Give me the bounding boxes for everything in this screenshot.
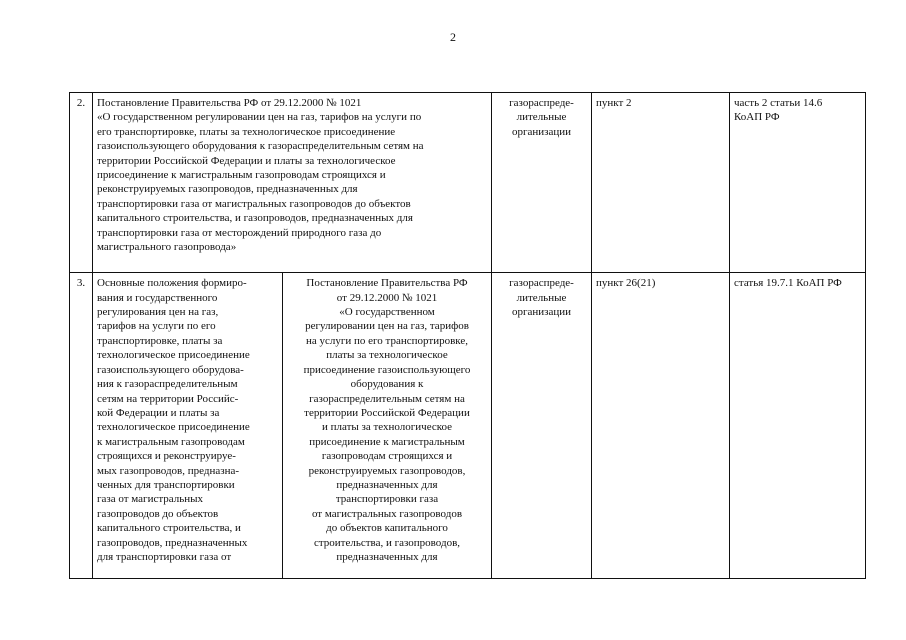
text-line: присоединение к магистральным <box>309 435 465 448</box>
text-line: технологическое присоединение <box>97 349 250 362</box>
act-text <box>287 276 487 575</box>
text-line: часть 2 статьи 14.6 <box>734 97 823 109</box>
text-line: «О государственном <box>339 306 435 319</box>
text-line: и платы за технологическое <box>321 421 453 434</box>
text-line: КоАП РФ <box>734 111 780 124</box>
subject-text <box>496 276 587 319</box>
text-line: предназначенных для <box>336 478 438 491</box>
text-line: Постановление Правительства РФ от 29.12.2000 № 1021 <box>97 97 362 109</box>
text-line: оборудования к <box>350 378 424 391</box>
text-line: сетям на территории Российс- <box>97 392 239 405</box>
table-row <box>70 93 866 273</box>
act-cell <box>93 93 492 273</box>
text-line: транспортировки газа <box>335 493 439 506</box>
text-line: Основные положения формиро- <box>97 277 247 290</box>
table-row <box>70 273 866 579</box>
text-line: его транспортировке, платы за технологическое присоединение <box>97 125 396 138</box>
liability-cell <box>730 273 866 579</box>
requirement-text <box>97 276 278 575</box>
text-line: газа от магистральных <box>97 493 204 506</box>
text-line: регулировании цен на газ, тарифов <box>305 320 469 333</box>
liability-cell <box>730 93 866 273</box>
text-line: технологическое присоединение <box>97 421 250 434</box>
text-line: газоиспользующего оборудова- <box>97 363 244 376</box>
text-line: предназначенных для <box>336 550 438 563</box>
text-line: газоиспользующего оборудования к газораспределительным сетям на <box>97 140 424 153</box>
text-line: для транспортировки газа от <box>97 550 232 563</box>
text-line: строящихся и реконструируе- <box>97 450 236 463</box>
text-line: газораспреде- <box>509 277 574 290</box>
act-text <box>97 96 487 254</box>
text-line: регулирования цен на газ, <box>97 306 219 319</box>
text-line: организации <box>511 306 572 319</box>
text-line: газораспределительным сетям на <box>309 392 465 405</box>
subject-cell <box>492 93 592 273</box>
text-line: транспортировки газа от месторождений природного газа до <box>97 226 382 239</box>
text-line: территории Российской Федерации и платы за технологическое <box>97 154 396 167</box>
text-line: лительные <box>516 291 567 304</box>
text-line: на услуги по его транспортировке, <box>306 334 468 347</box>
text-line: транспортировки газа от магистральных газопроводов до объектов <box>97 197 411 210</box>
text-line: мых газопроводов, предназна- <box>97 464 240 477</box>
requirements-table <box>69 92 866 579</box>
subject-cell <box>492 273 592 579</box>
text-line: магистрального газопровода» <box>97 241 237 254</box>
text-line: к магистральным газопроводам <box>97 435 245 448</box>
text-line: территории Российской Федерации <box>304 406 470 419</box>
text-line: реконструируемых газопроводов, <box>308 464 466 477</box>
text-line: газопроводов, предназначенных <box>97 536 248 549</box>
text-line: статья 19.7.1 КоАП РФ <box>734 277 842 290</box>
text-line: Постановление Правительства РФ <box>306 277 468 290</box>
subject-text <box>496 96 587 139</box>
text-line: ния к газораспределительным <box>97 378 238 391</box>
text-line: присоединение газоиспользующего <box>303 363 471 376</box>
text-line: «О государственном регулировании цен на газ, тарифов на услуги по <box>97 111 422 124</box>
text-line: от 29.12.2000 № 1021 <box>336 291 438 304</box>
text-line: газопроводов до объектов <box>97 507 219 520</box>
text-line: организации <box>511 125 572 138</box>
text-line: присоединение к магистральным газопроводам строящихся и <box>97 169 386 182</box>
text-line: тарифов на услуги по его <box>97 320 216 333</box>
text-line: лительные <box>516 111 567 124</box>
text-line: ченных для транспортировки <box>97 478 235 491</box>
text-line: газораспреде- <box>509 97 574 109</box>
text-line: капитального строительства, и <box>97 522 241 535</box>
row-number: 3. <box>70 273 93 579</box>
liability-text <box>734 96 861 125</box>
clause-cell: пункт 2 <box>592 93 730 273</box>
text-line: транспортировке, платы за <box>97 334 223 347</box>
text-line: газопроводам строящихся и <box>321 450 453 463</box>
text-line: платы за технологическое <box>326 349 448 362</box>
liability-text <box>734 276 861 290</box>
text-line: строительства, и газопроводов, <box>313 536 461 549</box>
clause-cell: пункт 26(21) <box>592 273 730 579</box>
text-line: вания и государственного <box>97 291 218 304</box>
act-cell <box>283 273 492 579</box>
text-line: капитального строительства, и газопроводов, предназначенных для <box>97 212 413 225</box>
text-line: до объектов капитального <box>326 522 448 535</box>
row-number: 2. <box>70 93 93 273</box>
text-line: кой Федерации и платы за <box>97 406 220 419</box>
text-line: реконструируемых газопроводов, предназначенных для <box>97 183 358 196</box>
text-line: от магистральных газопроводов <box>311 507 463 520</box>
requirement-cell <box>93 273 283 579</box>
page-number: 2 <box>450 30 456 44</box>
